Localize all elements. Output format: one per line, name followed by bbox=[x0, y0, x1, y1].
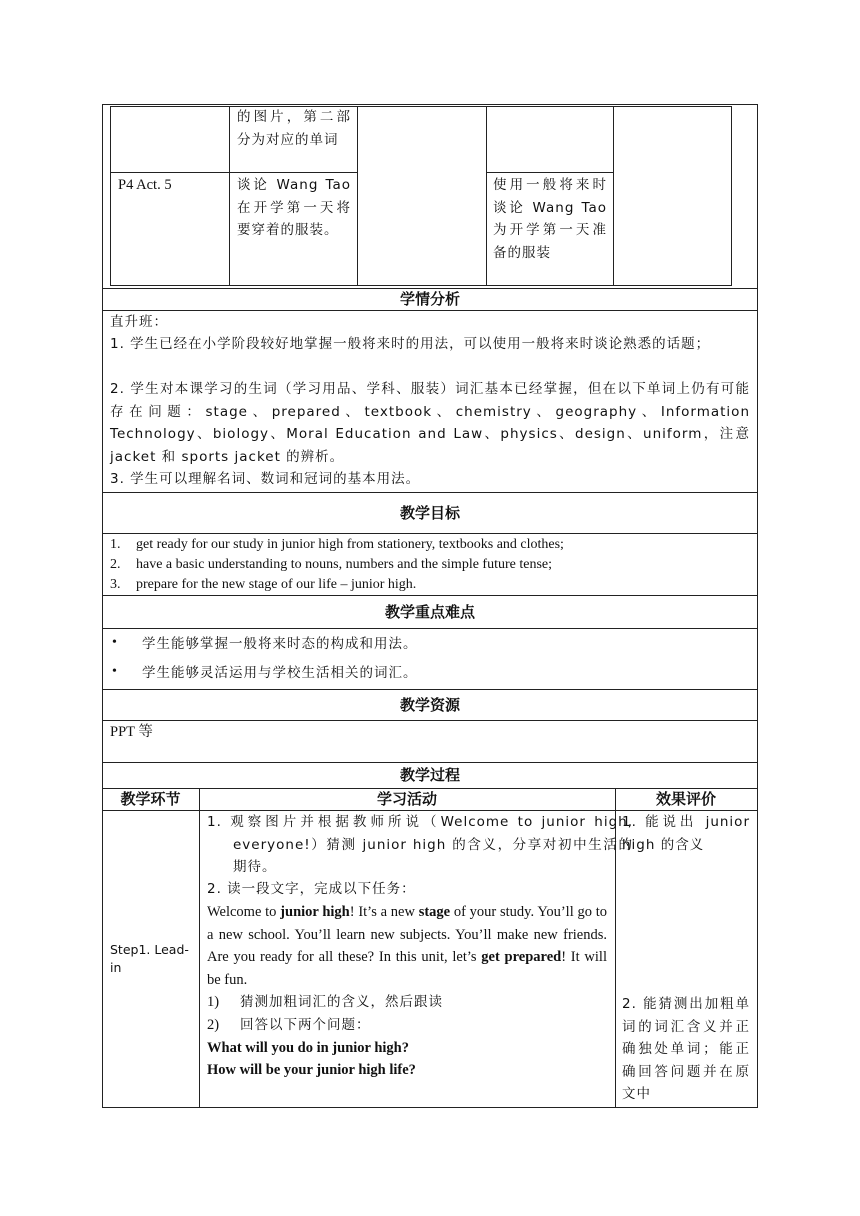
inner-cell-text: 谈论 Wang Tao 在开学第一天将要穿着的服装。 bbox=[237, 177, 351, 238]
inner-table-col bbox=[731, 106, 732, 286]
question: What will you do in junior high? bbox=[207, 1040, 409, 1056]
process-col bbox=[199, 788, 200, 1108]
inner-table-bottom bbox=[110, 285, 732, 286]
divider bbox=[102, 533, 758, 534]
passage-text: of your study. You’ll go to a new school. You’ll learn new subjects. You’ll make new friends. Are you ready for all these? In this unit, let’s bbox=[207, 904, 607, 965]
section-title-mubiao: 教学目标 bbox=[399, 504, 460, 522]
goal-number: 3. bbox=[110, 577, 121, 592]
goal-text: get ready for our study in junior high from stationery, textbooks and clothes; bbox=[136, 537, 564, 552]
passage-text: ! It will be fun. bbox=[207, 949, 607, 988]
inner-cell-text: 使用一般将来时谈论 Wang Tao 为开学第一天准备的服装 bbox=[493, 177, 607, 261]
lead-in-passage bbox=[207, 901, 607, 991]
activity-2: 2. 读一段文字，完成以下任务： bbox=[207, 881, 416, 897]
xueqing-line: 3. 学生可以理解名词、数词和冠词的基本用法。 bbox=[110, 471, 421, 487]
bullet-icon: • bbox=[112, 664, 117, 679]
section-title-zhongdian: 教学重点难点 bbox=[384, 603, 475, 621]
section-title-xueqing: 学情分析 bbox=[399, 290, 460, 308]
xueqing-line: 1. 学生已经在小学阶段较好地掌握一般将来时的用法，可以使用一般将来时谈论熟悉的话题； bbox=[110, 336, 711, 352]
task-number: 1) bbox=[207, 994, 220, 1010]
inner-table-col bbox=[229, 106, 230, 286]
divider bbox=[102, 628, 758, 629]
passage-text: Welcome to bbox=[207, 904, 281, 920]
goal-number: 2. bbox=[110, 557, 121, 572]
key-point: 学生能够灵活运用与学校生活相关的词汇。 bbox=[142, 665, 418, 681]
task-text: 回答以下两个问题： bbox=[240, 1017, 371, 1033]
step-label: Step1. Lead-in bbox=[110, 942, 189, 975]
section-title-ziyuan: 教学资源 bbox=[399, 696, 460, 714]
evaluation-1: 1. 能说出 junior high 的含义 bbox=[622, 814, 750, 853]
inner-table-row-divider-2 bbox=[486, 172, 614, 173]
passage-bold-word: get prepared bbox=[481, 949, 562, 965]
goal-number: 1. bbox=[110, 537, 121, 552]
resource-text: PPT 等 bbox=[110, 724, 153, 740]
col-header-stage: 教学环节 bbox=[120, 790, 181, 808]
xueqing-line: 直升班： bbox=[110, 314, 168, 330]
inner-table-top bbox=[110, 106, 732, 107]
xueqing-line: 2. 学生对本课学习的生词（学习用品、学科、服装）词汇基本已经掌握，但在以下单词上仍有可能存在问题：stage、prepared、textbook、chemistry、geography、Information Technology、biology、Moral Education and Law、physics、design、uniform，注意 jacket 和 sports jacket 的辨析。 bbox=[110, 381, 750, 465]
inner-table-row-divider bbox=[110, 172, 358, 173]
table-border-top bbox=[102, 104, 758, 105]
task-number: 2) bbox=[207, 1017, 220, 1033]
inner-cell-text: 的图片，第二部分为对应的单词 bbox=[237, 109, 351, 148]
table-border-bottom bbox=[102, 1107, 758, 1108]
section-title-guocheng: 教学过程 bbox=[399, 766, 460, 784]
inner-table-col bbox=[486, 106, 487, 286]
divider bbox=[102, 720, 758, 721]
inner-cell-act-label: P4 Act. 5 bbox=[118, 177, 172, 193]
passage-bold-word: stage bbox=[418, 904, 451, 920]
passage-text: ! It’s a new bbox=[349, 904, 419, 920]
inner-table-col bbox=[613, 106, 614, 286]
question: How will be your junior high life? bbox=[207, 1062, 416, 1078]
task-text: 猜测加粗词汇的含义，然后跟读 bbox=[240, 994, 443, 1010]
evaluation-2: 2. 能猜测出加粗单词的词汇含义并正确独处单词；能正确回答问题并在原文中 bbox=[622, 996, 750, 1102]
inner-table-col bbox=[110, 106, 111, 286]
activity-1: 1. 观察图片并根据教师所说（Welcome to junior high, everyone!）猜测 junior high 的含义，分享对初中生活的期待。 bbox=[207, 814, 633, 875]
col-header-evaluation: 效果评价 bbox=[655, 790, 716, 808]
key-point: 学生能够掌握一般将来时态的构成和用法。 bbox=[142, 636, 418, 652]
passage-bold-word: junior high bbox=[280, 904, 350, 920]
bullet-icon: • bbox=[112, 635, 117, 650]
inner-table-col bbox=[357, 106, 358, 286]
goal-text: have a basic understanding to nouns, numbers and the simple future tense; bbox=[136, 557, 553, 572]
col-header-activity: 学习活动 bbox=[376, 790, 437, 808]
goal-text: prepare for the new stage of our life – junior high. bbox=[136, 577, 417, 592]
